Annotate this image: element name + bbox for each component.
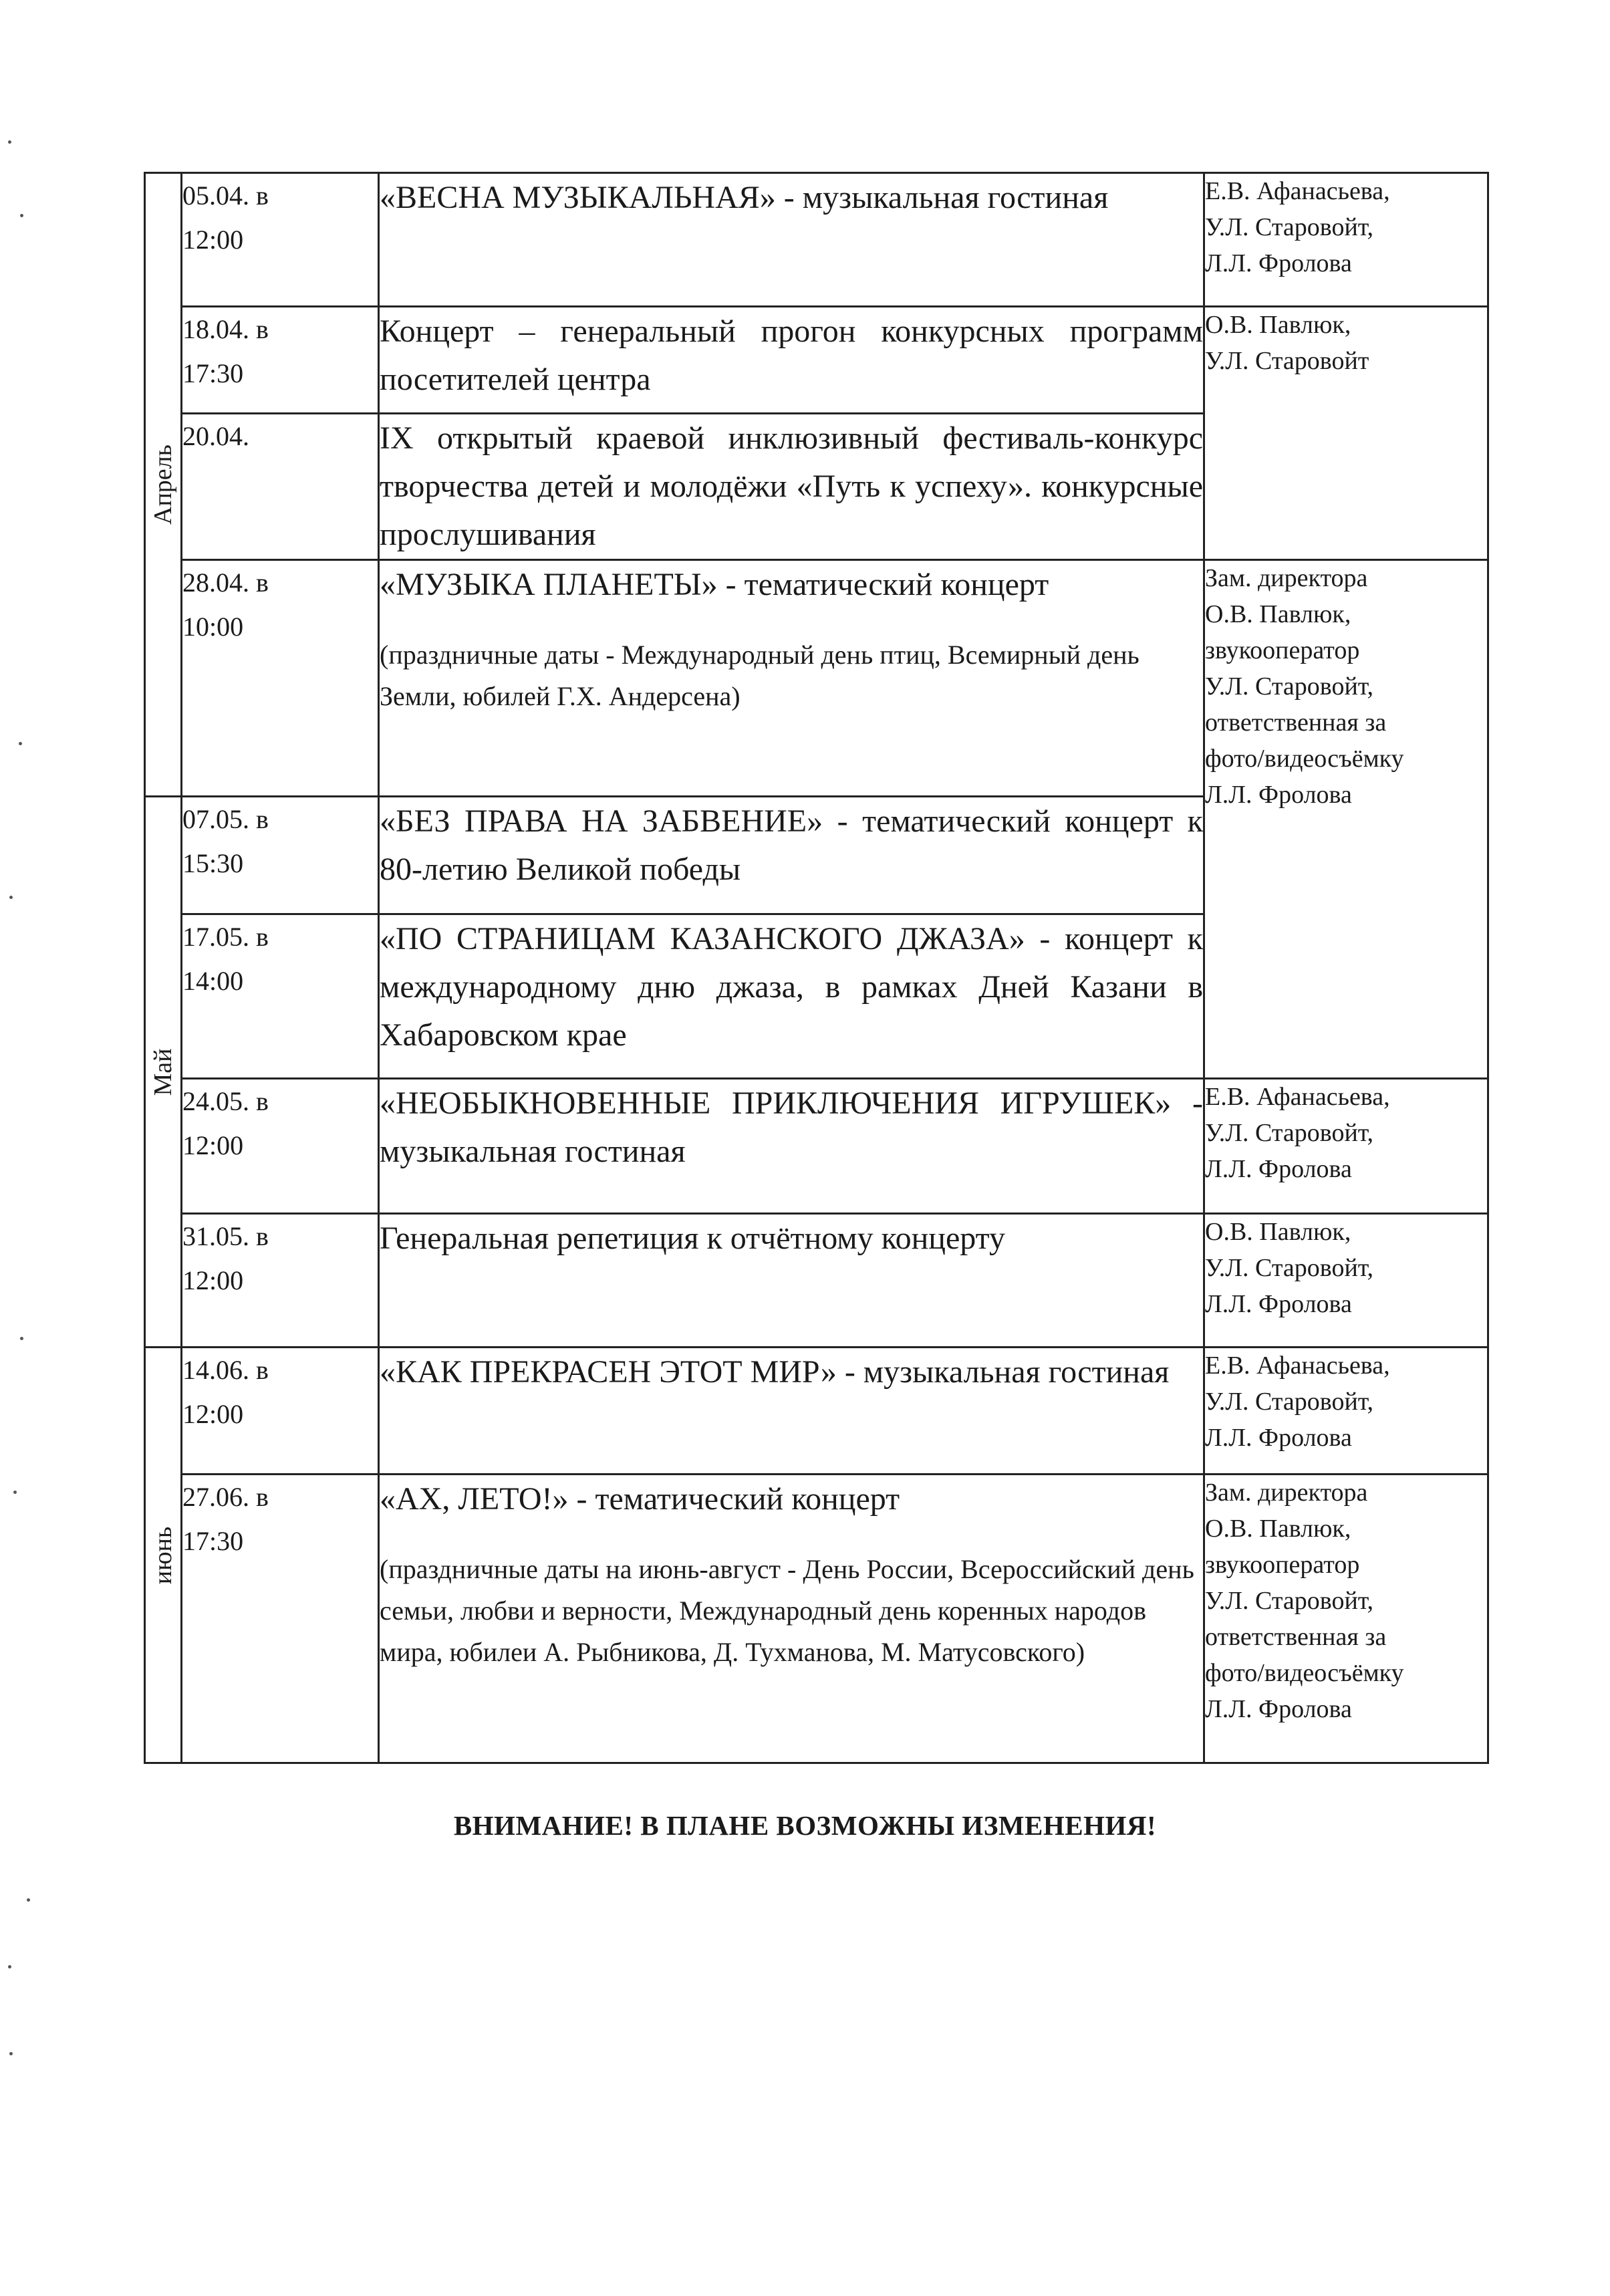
attention-notice: ВНИМАНИЕ! В ПЛАНЕ ВОЗМОЖНЫ ИЗМЕНЕНИЯ! <box>453 1810 1157 1841</box>
responsible-line: У.Л. Старовойт, <box>1205 1118 1374 1147</box>
responsible-line: Л.Л. Фролова <box>1205 249 1352 277</box>
table-row <box>145 173 1488 307</box>
month-label: июнь <box>149 1526 177 1584</box>
responsible-cell <box>1204 307 1488 560</box>
responsible-line: У.Л. Старовойт, <box>1205 1586 1374 1615</box>
responsible-line: Л.Л. Фролова <box>1205 1154 1352 1183</box>
table-row <box>145 307 1488 414</box>
responsible-line: Е.В. Афанасьева, <box>1205 177 1390 205</box>
responsible-line: Л.Л. Фролова <box>1205 780 1352 809</box>
scan-speck <box>8 1965 11 1968</box>
event-date: 20.04. <box>182 421 249 451</box>
responsible-cell <box>1204 1348 1488 1475</box>
event-title: «МУЗЫКА ПЛАНЕТЫ» - тематический концерт <box>380 567 1049 602</box>
responsible-line: ответственная за <box>1205 708 1387 737</box>
month-cell-may <box>145 797 182 1348</box>
scan-speck <box>27 1898 30 1902</box>
responsible-line: О.В. Павлюк, <box>1205 1218 1351 1246</box>
event-date: 24.05. в 12:00 <box>182 1086 269 1160</box>
responsible-line: У.Л. Старовойт, <box>1205 672 1374 700</box>
responsible-line: У.Л. Старовойт <box>1205 346 1369 375</box>
event-date: 31.05. в 12:00 <box>182 1221 269 1295</box>
event-cell <box>379 1348 1204 1475</box>
event-title: «АХ, ЛЕТО!» - тематический концерт <box>380 1481 900 1517</box>
event-date: 27.06. в 17:30 <box>182 1482 269 1556</box>
responsible-line: У.Л. Старовойт, <box>1205 1253 1374 1282</box>
date-cell <box>182 307 379 414</box>
responsible-line: звукооператор <box>1205 636 1360 664</box>
scan-speck <box>20 214 23 217</box>
month-cell-april <box>145 173 182 797</box>
month-label: Май <box>149 1048 177 1096</box>
responsible-line: У.Л. Старовойт, <box>1205 213 1374 241</box>
event-date: 28.04. в 10:00 <box>182 567 269 642</box>
table-row <box>145 1214 1488 1348</box>
scan-speck <box>8 140 11 144</box>
scan-speck <box>19 742 22 745</box>
responsible-cell <box>1204 1079 1488 1214</box>
responsible-line: Е.В. Афанасьева, <box>1205 1352 1390 1380</box>
month-label: Апрель <box>149 444 177 525</box>
responsible-cell <box>1204 1475 1488 1763</box>
table-row <box>145 1348 1488 1475</box>
date-cell <box>182 1348 379 1475</box>
event-title: «КАК ПРЕКРАСЕН ЭТОТ МИР» - музыкальная гостиная <box>380 1354 1170 1390</box>
event-cell <box>379 1475 1204 1763</box>
event-cell <box>379 560 1204 797</box>
event-cell <box>379 1079 1204 1214</box>
event-cell <box>379 1214 1204 1348</box>
responsible-line: Л.Л. Фролова <box>1205 1423 1352 1452</box>
date-cell <box>182 1475 379 1763</box>
event-title: «ПО СТРАНИЦАМ КАЗАНСКОГО ДЖАЗА» - концерт к международному дню джаза, в рамках Дней Казани в Хабаровском крае <box>380 921 1203 1053</box>
responsible-line: звукооператор <box>1205 1550 1360 1579</box>
date-cell <box>182 797 379 914</box>
responsible-line: фото/видеосъёмку <box>1205 744 1404 773</box>
event-date: 17.05. в 14:00 <box>182 922 269 996</box>
scan-speck <box>20 1337 23 1340</box>
event-title: Концерт – генеральный прогон конкурсных программ посетителей центра <box>380 313 1203 397</box>
event-date: 18.04. в 17:30 <box>182 314 269 388</box>
event-note: (праздничные даты - Международный день птиц, Всемирный день Земли, юбилей Г.Х. Андерсена) <box>380 640 1139 711</box>
event-cell <box>379 307 1204 414</box>
event-date: 07.05. в 15:30 <box>182 804 269 878</box>
event-note: (праздничные даты на июнь-август - День России, Всероссийский день семьи, любви и верности, Международный день коренных народов мира, юбилеи А. Рыбникова, Д. Тухманова, М. Матусовского) <box>380 1554 1194 1667</box>
responsible-line: ответственная за <box>1205 1622 1387 1651</box>
event-date: 05.04. в 12:00 <box>182 180 269 255</box>
date-cell <box>182 1079 379 1214</box>
event-title: «БЕЗ ПРАВА НА ЗАБВЕНИЕ» - тематический концерт к 80-летию Великой победы <box>380 803 1203 887</box>
event-title: Генеральная репетиция к отчётному концерту <box>380 1221 1005 1256</box>
date-cell <box>182 1214 379 1348</box>
responsible-line: О.В. Павлюк, <box>1205 311 1351 339</box>
scan-speck <box>9 896 13 899</box>
responsible-cell <box>1204 1214 1488 1348</box>
date-cell <box>182 560 379 797</box>
scan-speck <box>13 1491 17 1494</box>
event-title: IX открытый краевой инклюзивный фестиваль-конкурс творчества детей и молодёжи «Путь к успеху». конкурсные прослушивания <box>380 420 1203 552</box>
table-row <box>145 1475 1488 1763</box>
event-schedule-table <box>144 172 1489 1764</box>
responsible-line: Зам. директора <box>1205 564 1368 592</box>
responsible-line: Зам. директора <box>1205 1479 1368 1507</box>
event-title: «ВЕСНА МУЗЫКАЛЬНАЯ» - музыкальная гостиная <box>380 180 1109 215</box>
date-cell <box>182 173 379 307</box>
responsible-cell <box>1204 173 1488 307</box>
responsible-cell <box>1204 560 1488 1079</box>
responsible-line: У.Л. Старовойт, <box>1205 1387 1374 1416</box>
table-row <box>145 560 1488 797</box>
event-cell <box>379 414 1204 560</box>
responsible-line: О.В. Павлюк, <box>1205 1514 1351 1543</box>
table-row <box>145 1079 1488 1214</box>
event-title: «НЕОБЫКНОВЕННЫЕ ПРИКЛЮЧЕНИЯ ИГРУШЕК» - музыкальная гостиная <box>380 1086 1203 1169</box>
event-cell <box>379 914 1204 1079</box>
scan-speck <box>9 2052 13 2055</box>
event-cell <box>379 797 1204 914</box>
date-cell <box>182 914 379 1079</box>
responsible-line: Л.Л. Фролова <box>1205 1289 1352 1318</box>
responsible-line: Л.Л. Фролова <box>1205 1694 1352 1723</box>
responsible-line: О.В. Павлюк, <box>1205 600 1351 628</box>
responsible-line: Е.В. Афанасьева, <box>1205 1083 1390 1111</box>
event-cell <box>379 173 1204 307</box>
date-cell <box>182 414 379 560</box>
responsible-line: фото/видеосъёмку <box>1205 1658 1404 1687</box>
month-cell-june <box>145 1348 182 1763</box>
event-date: 14.06. в 12:00 <box>182 1355 269 1429</box>
